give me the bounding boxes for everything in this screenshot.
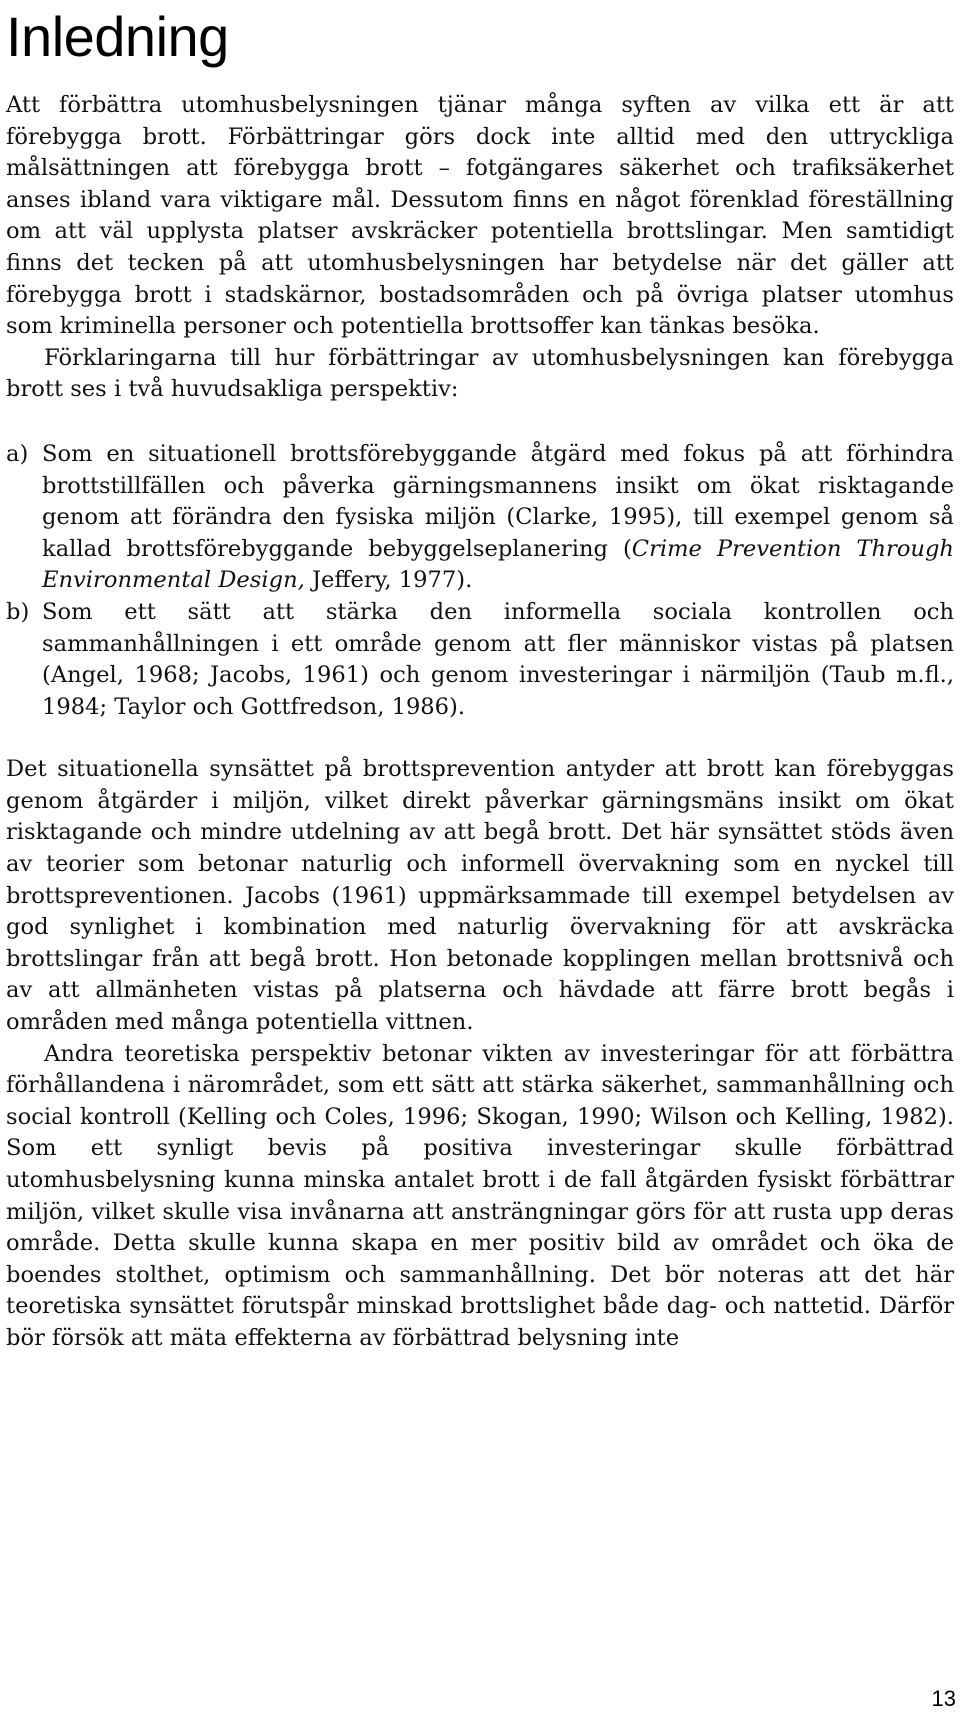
page-number: 13: [931, 1686, 956, 1711]
intro-paragraph-2: Förklaringarna till hur förbättringar av utomhusbelysningen kan förebygga brott ses i två huvudsakliga perspektiv:: [6, 344, 954, 403]
list-item-text: Som ett sätt att stärka den informella sociala kontrollen och sammanhållningen i ett område genom att fler människor vistas på platsen (Angel, 1968; Jacobs, 1961) och genom investeringar i närmiljön (Taub m.fl., 1984; Taylor och Gottfredson, 1986).: [42, 598, 954, 720]
list-item: [6, 597, 954, 723]
perspectives-list: [6, 439, 954, 723]
list-item-text: [42, 441, 954, 593]
intro-paragraph-1: Att förbättra utomhusbelysningen tjänar många syften av vilka ett är att förebygga brott. Förbättringar görs dock inte alltid med den uttryckliga målsättningen att förebygga brott – fotgängares säkerhet och trafiksäkerhet anses ibland vara viktigare mål. Dessutom finns en något förenklad föreställning om att väl upplysta platser avskräcker potentiella brottslingar. Men samtidigt finns det tecken på att utomhusbelysningen har betydelse när det gäller att förebygga brott i stadskärnor, bostadsområden och på övriga platser utomhus som kriminella personer och potentiella brottsoffer kan tänkas besöka.: [6, 92, 954, 340]
body-paragraph-1: Det situationella synsättet på brottsprevention antyder att brott kan förebyggas genom åtgärder i miljön, vilket direkt påverkar gärningsmäns insikt om ökat risktagande och mindre utdelning av att begå brott. Det här synsättet stöds även av teorier som betonar naturlig och informell övervakning som en nyckel till brottspreventionen. Jacobs (1961) uppmärksammade till exempel betydelsen av god synlighet i kombination med naturlig övervakning för att avskräcka brottslingar från att begå brott. Hon betonade kopplingen mellan brottsnivå och av att allmänheten vistas på platserna och hävdade att färre brott begås i områden med många potentiella vittnen.: [6, 756, 954, 1036]
list-marker-b: b): [6, 598, 30, 625]
document-page: [6, 0, 954, 1355]
page-title: Inledning: [6, 5, 229, 68]
list-marker-a: a): [6, 440, 29, 467]
list-item-text-part: Jeffery, 1977).: [304, 567, 473, 594]
body-section: [6, 754, 954, 1354]
italic-title: Crime Prevention Through Environmental Design,: [42, 535, 954, 594]
body-paragraph-2: Andra teoretiska perspektiv betonar vikten av investeringar för att förbättra förhållandena i närområdet, som ett sätt att stärka säkerhet, sammanhållning och social kontroll (Kelling och Coles, 1996; Skogan, 1990; Wilson och Kelling, 1982). Som ett synligt bevis på positiva investeringar skulle förbättrad utomhusbelysning kunna minska antalet brott i de fall åtgärden fysiskt förbättrar miljön, vilket skulle visa invånarna att ansträngningar görs för att rusta upp deras område. Detta skulle kunna skapa en mer positiv bild av området och öka de boendes stolthet, optimism och sammanhållning. Det bör noteras att det här teoretiska synsättet förutspår minskad brottslighet både dag- och nattetid. Därför bör försök att mäta effekterna av förbättrad belysning inte: [6, 1040, 954, 1351]
list-item-text-part: Som en situationell brottsförebyggande åtgärd med fokus på att förhindra brottstillfällen och påverka gärningsmannens insikt om ökat risktagande genom att förändra den fysiska miljön (Clarke, 1995), till exempel genom så kallad brottsförebyggande bebyggelseplanering (: [42, 440, 954, 562]
intro-section: [6, 90, 954, 723]
list-item: [6, 439, 954, 597]
